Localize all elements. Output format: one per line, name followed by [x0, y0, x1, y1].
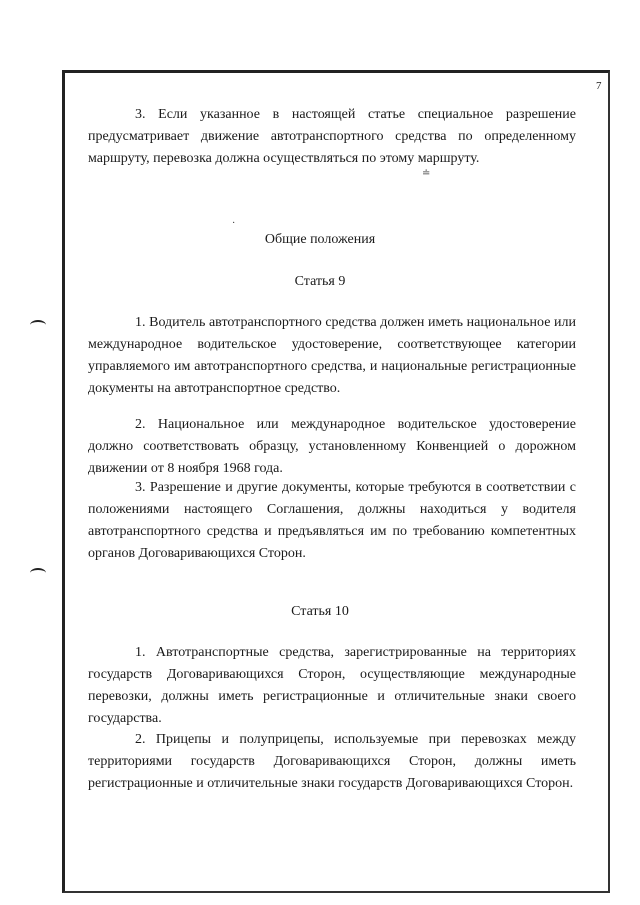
section-title: Общие положения	[264, 232, 376, 247]
article-9-paragraph-3: 3. Разрешение и другие документы, которые требуются в соответствии с положениями настоящего Соглашения, должны находиться у водителя автотранспортного средства и предъявляться им по требованию компетентных органов Договаривающихся Сторон.	[88, 480, 576, 561]
article-10-paragraph-1: 1. Автотранспортные средства, зарегистрированные на территориях государств Договаривающихся Сторон, осуществляющие международные перевозки, должны иметь регистрационные и отличительные знаки своего государства.	[88, 645, 576, 726]
article-9-paragraph-1: 1. Водитель автотранспортного средства должен иметь национальное или международное водительское удостоверение, соответствующее категории управляемого им автотранспортного средства, и национальные регистрационные документы на автотранспортное средство.	[88, 315, 576, 396]
article-9-title: Статья 9	[294, 274, 346, 289]
article-10-title: Статья 10	[291, 604, 349, 619]
article-9-paragraph-2: 2. Национальное или международное водительское удостоверение должно соответствовать образцу, установленному Конвенцией о дорожном движении от 8 ноября 1968 года.	[88, 417, 576, 476]
article-10-paragraph-2: 2. Прицепы и полуприцепы, используемые при перевозках между территориями государств Договаривающихся Сторон, должны иметь регистрационные и отличительные знаки государств Договаривающихся Сторон.	[88, 732, 576, 791]
scan-speck: ≐	[422, 168, 431, 179]
page-number: 7	[596, 80, 602, 92]
intro-paragraph: 3. Если указанное в настоящей статье специальное разрешение предусматривает движение автотранспортного средства по определенному маршруту, перевозка должна осуществляться по этому маршруту.	[88, 107, 576, 166]
scan-speck: ·	[232, 218, 236, 229]
binder-mark	[30, 568, 46, 578]
binder-mark	[30, 320, 46, 330]
